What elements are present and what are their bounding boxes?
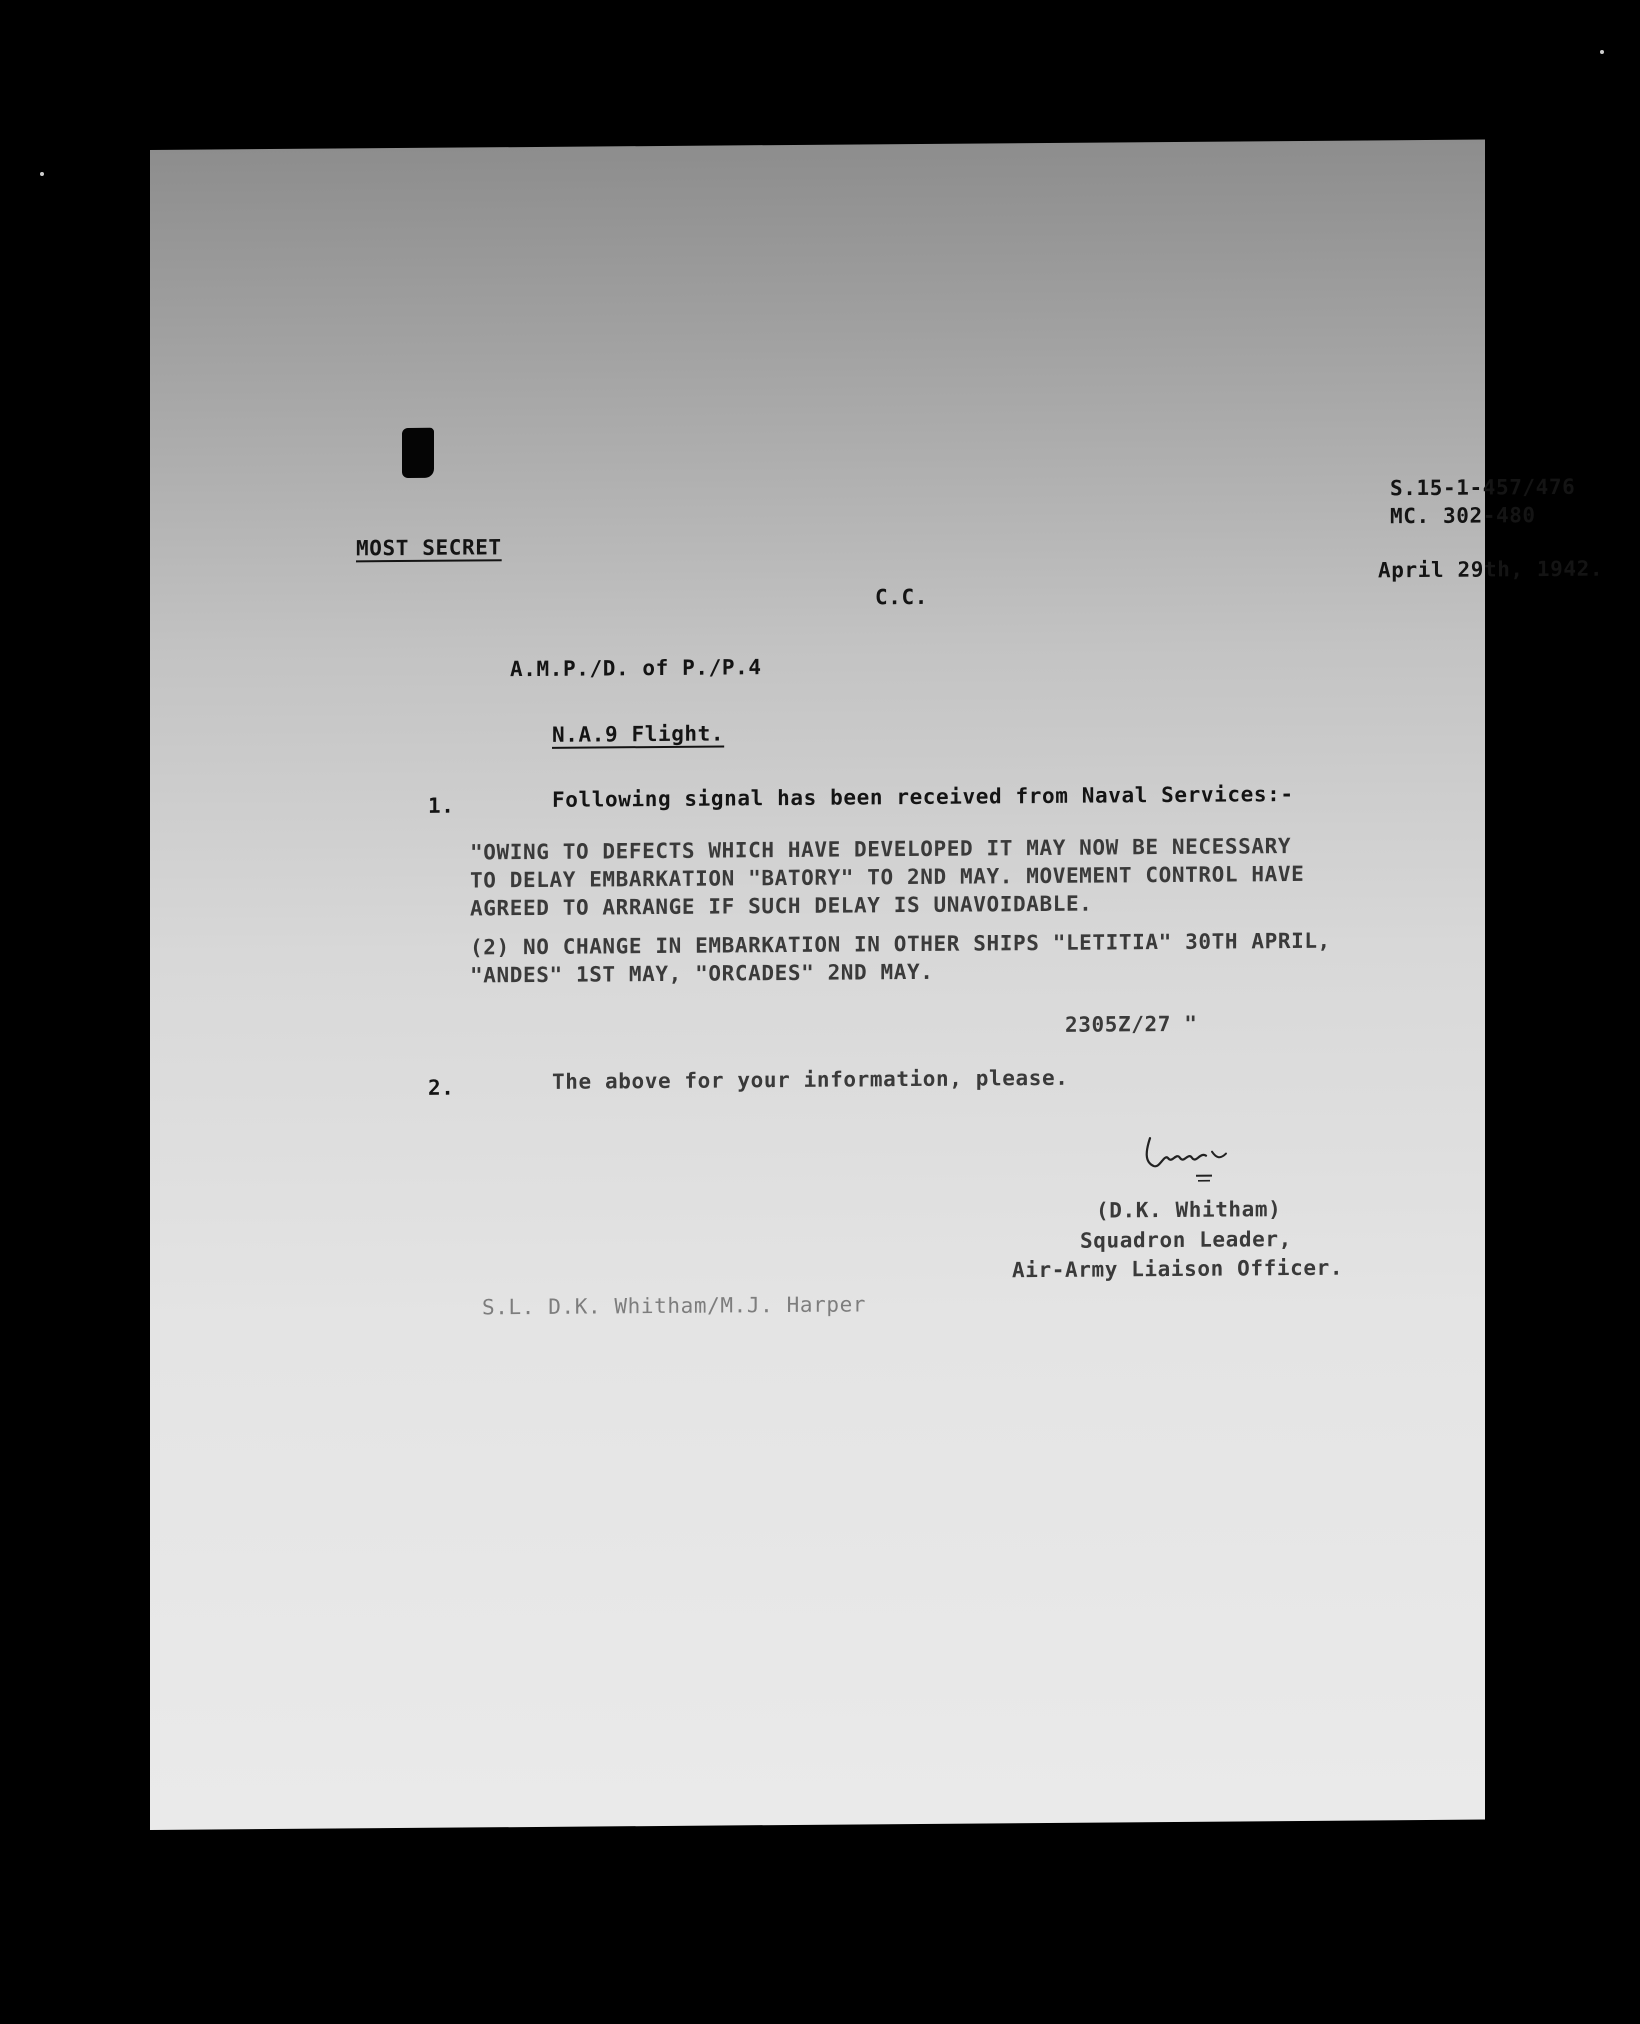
reference-number: S.15-1-457/476: [1390, 474, 1576, 501]
signatory-rank: Squadron Leader,: [1080, 1227, 1292, 1253]
reference-footer: S.L. D.K. Whitham/M.J. Harper: [482, 1292, 867, 1320]
scan-speck: [40, 172, 44, 176]
classification-label: MOST SECRET: [356, 535, 502, 561]
signal-line: TO DELAY EMBARKATION "BATORY" TO 2ND MAY. MOVEMENT CONTROL HAVE: [470, 861, 1305, 893]
document-date: April 29th, 1942.: [1378, 556, 1604, 583]
reference-number-secondary: MC. 302-480: [1390, 503, 1536, 529]
paragraph-intro: Following signal has been received from Naval Services:-: [552, 782, 1294, 812]
signal-line: AGREED TO ARRANGE IF SUCH DELAY IS UNAVOIDABLE.: [470, 891, 1093, 921]
signal-line: "ANDES" 1ST MAY, "ORCADES" 2ND MAY.: [470, 959, 934, 988]
document-page: [150, 140, 1604, 1830]
paragraph-text: The above for your information, please.: [552, 1065, 1069, 1094]
signatory-name: (D.K. Whitham): [1096, 1197, 1282, 1223]
signal-line: (2) NO CHANGE IN EMBARKATION IN OTHER SHIPS "LETITIA" 30TH APRIL,: [470, 928, 1331, 960]
punch-hole-mark: [402, 428, 434, 478]
paragraph-number: 2.: [428, 1075, 455, 1100]
handwritten-signature: [1140, 1123, 1250, 1184]
subject-line: N.A.9 Flight.: [552, 721, 725, 747]
recipient-cc: C.C.: [875, 584, 928, 610]
scan-speck: [1600, 50, 1604, 54]
signal-line: "OWING TO DEFECTS WHICH HAVE DEVELOPED IT MAY NOW BE NECESSARY: [470, 834, 1292, 865]
signatory-title: Air-Army Liaison Officer.: [1012, 1255, 1344, 1283]
signal-time-group: 2305Z/27 ": [1065, 1011, 1198, 1037]
addressee: A.M.P./D. of P./P.4: [510, 655, 762, 682]
paragraph-number: 1.: [428, 793, 455, 818]
